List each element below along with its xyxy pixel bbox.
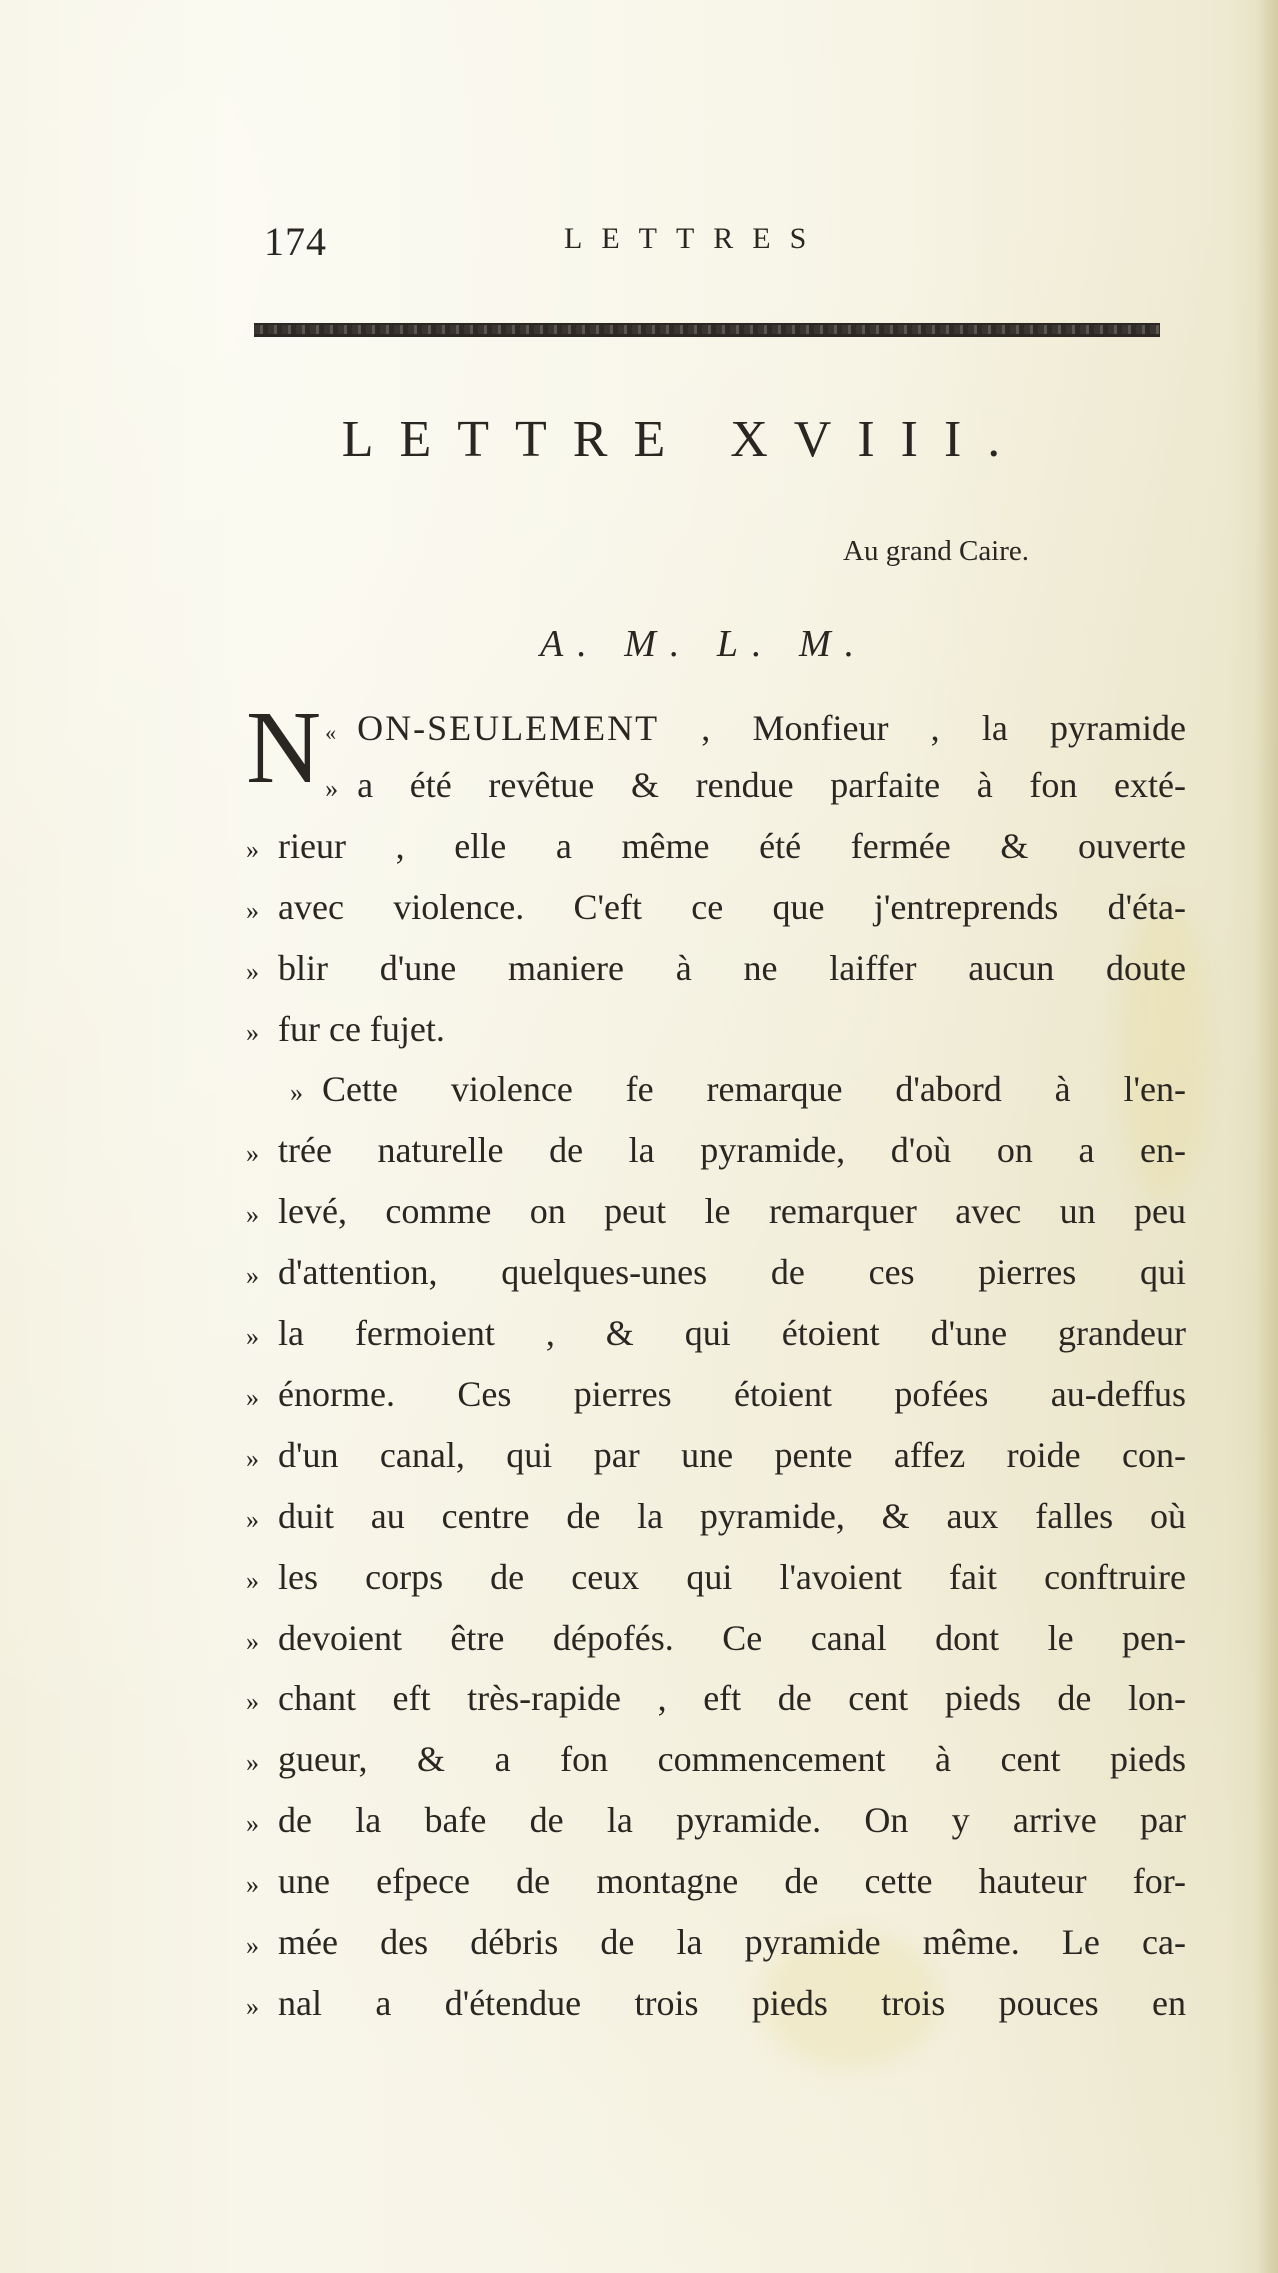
quote-mark: » bbox=[246, 1809, 259, 1839]
line-text: énorme. Ces pierres étoient pofées au-deffus bbox=[278, 1373, 1186, 1414]
quote-mark: » bbox=[246, 956, 259, 986]
text-line bbox=[246, 1061, 1186, 1122]
text-line bbox=[246, 1610, 1186, 1671]
line-text: la fermoient , & qui étoient d'une grandeur bbox=[278, 1313, 1186, 1354]
quote-mark: » bbox=[246, 1565, 259, 1595]
line-text: blir d'une maniere à ne laiffer aucun doute bbox=[278, 947, 1186, 988]
letter-place: Au grand Caire. bbox=[843, 535, 1030, 567]
page-header bbox=[264, 218, 884, 278]
quote-mark: » bbox=[246, 1017, 259, 1047]
line-text: devoient être dépofés. Ce canal dont le pen- bbox=[278, 1617, 1186, 1658]
text-line bbox=[246, 1792, 1186, 1853]
line-text: chant eft très-rapide , eft de cent pieds de lon- bbox=[278, 1678, 1186, 1719]
text-line bbox=[246, 1731, 1186, 1792]
line-text: rieur , elle a même été fermée & ouverte bbox=[278, 825, 1186, 866]
text-line bbox=[246, 940, 1186, 1001]
text-line bbox=[246, 1975, 1186, 2036]
quote-mark: » bbox=[246, 1443, 259, 1473]
quote-mark: » bbox=[246, 1870, 259, 1900]
ornamental-rule bbox=[254, 323, 1160, 337]
text-line bbox=[246, 1244, 1186, 1305]
text-line bbox=[246, 1853, 1186, 1914]
line-text: Cette violence fe remarque d'abord à l'en- bbox=[322, 1069, 1186, 1110]
text-line bbox=[246, 757, 1186, 818]
quote-mark: » bbox=[246, 834, 259, 864]
letter-title: LETTRE XVIII. bbox=[341, 411, 1027, 468]
line-text: avec violence. C'eft ce que j'entreprends d'éta- bbox=[278, 886, 1186, 927]
line-text: gueur, & a fon commencement à cent pieds bbox=[278, 1739, 1186, 1780]
quote-mark: » bbox=[246, 1139, 259, 1169]
running-head: LETTRES bbox=[564, 222, 826, 255]
text-line bbox=[246, 1549, 1186, 1610]
line-text: de la bafe de la pyramide. On y arrive par bbox=[278, 1800, 1186, 1841]
line-text: fur ce fujet. bbox=[278, 1008, 445, 1049]
line-text: d'attention, quelques-unes de ces pierres qui bbox=[278, 1252, 1186, 1293]
quote-mark: » bbox=[325, 773, 339, 803]
line-text: trée naturelle de la pyramide, d'où on a en- bbox=[278, 1130, 1186, 1171]
quote-mark: » bbox=[246, 1261, 259, 1291]
letter-addressee: A. M. L. M. bbox=[540, 623, 869, 665]
text-line bbox=[246, 1914, 1186, 1975]
text-line bbox=[246, 1305, 1186, 1366]
text-line bbox=[246, 1427, 1186, 1488]
quote-mark: » bbox=[246, 1504, 259, 1534]
text-line bbox=[246, 879, 1186, 940]
page-edge-shadow bbox=[1256, 0, 1278, 2273]
quote-mark: » bbox=[246, 1748, 259, 1778]
quote-mark: » bbox=[246, 1200, 259, 1230]
letter-body bbox=[246, 690, 1186, 2036]
line-text: a été revêtue & rendue parfaite à fon exté- bbox=[357, 764, 1186, 805]
text-line bbox=[246, 1183, 1186, 1244]
text-line bbox=[246, 1488, 1186, 1549]
line-text: , Monfieur , la pyramide bbox=[701, 708, 1186, 748]
quote-mark: » bbox=[246, 1992, 259, 2022]
opening-word: ON-SEULEMENT bbox=[357, 708, 660, 748]
opening-quote-mark: « bbox=[325, 720, 337, 745]
quote-mark: » bbox=[246, 1382, 259, 1412]
drop-cap: N bbox=[246, 690, 322, 805]
line-text: une efpece de montagne de cette hauteur for- bbox=[278, 1861, 1186, 1902]
quote-mark: » bbox=[246, 1687, 259, 1717]
quote-mark: » bbox=[246, 1626, 259, 1656]
quote-mark: » bbox=[246, 1931, 259, 1961]
line-text: nal a d'étendue trois pieds trois pouces en bbox=[278, 1983, 1186, 2024]
text-line bbox=[246, 1122, 1186, 1183]
page-number: 174 bbox=[264, 219, 327, 264]
text-line bbox=[246, 1001, 1186, 1062]
line-text: levé, comme on peut le remarquer avec un peu bbox=[278, 1191, 1186, 1232]
text-line bbox=[246, 818, 1186, 879]
line-text: duit au centre de la pyramide, & aux falles où bbox=[278, 1495, 1186, 1536]
quote-mark: » bbox=[246, 895, 259, 925]
line-text: d'un canal, qui par une pente affez roide con- bbox=[278, 1434, 1186, 1475]
text-line bbox=[246, 1670, 1186, 1731]
text-line bbox=[246, 1366, 1186, 1427]
quote-mark: » bbox=[246, 1322, 259, 1352]
line-text: mée des débris de la pyramide même. Le ca- bbox=[278, 1922, 1186, 1963]
line-text: les corps de ceux qui l'avoient fait conftruire bbox=[278, 1556, 1186, 1597]
quote-mark: » bbox=[290, 1078, 303, 1108]
